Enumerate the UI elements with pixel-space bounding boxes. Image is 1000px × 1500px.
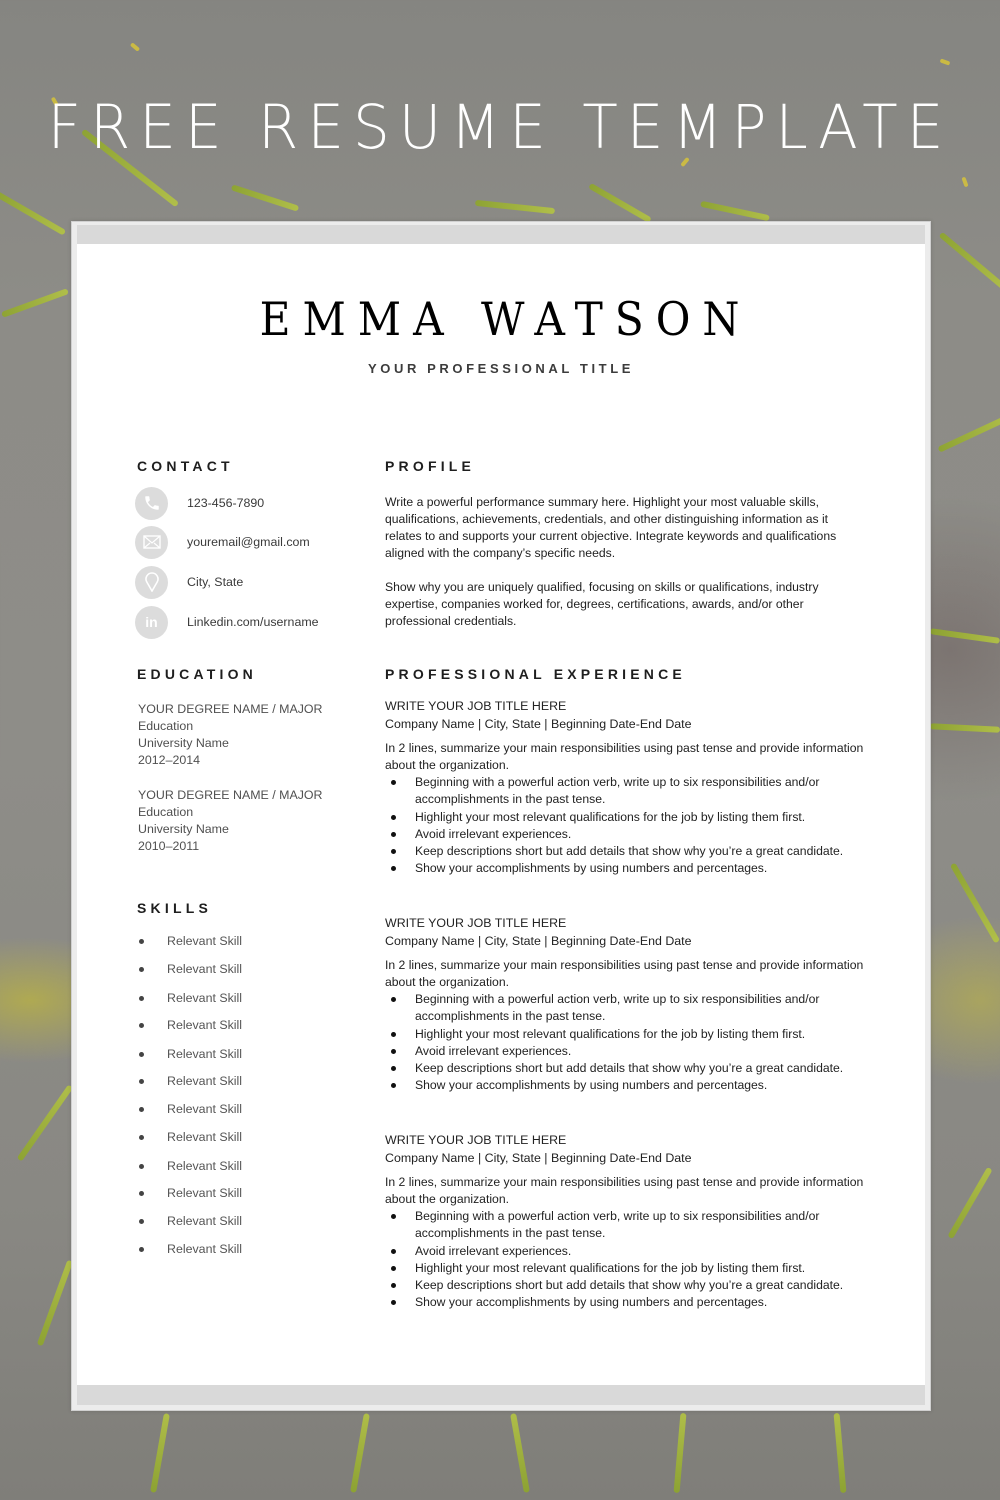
bullet-icon (139, 939, 144, 944)
education-entry (138, 701, 358, 769)
stem-decoration (588, 183, 652, 223)
stem-decoration (930, 628, 1000, 644)
bullet-icon (391, 1283, 396, 1288)
stem-decoration (475, 200, 555, 214)
resume-name: EMMA WATSON (259, 292, 752, 346)
bullet-icon (391, 1214, 396, 1219)
degree-name: YOUR DEGREE NAME / MAJOR (138, 788, 323, 802)
petal-decoration (961, 177, 968, 188)
bullet-icon (391, 832, 396, 837)
degree-field: Education (138, 719, 194, 733)
skill-item (137, 962, 242, 976)
degree-field: Education (138, 805, 194, 819)
degree-name: YOUR DEGREE NAME / MAJOR (138, 702, 323, 716)
job-meta: Company Name | City, State | Beginning Date-End Date (385, 1151, 692, 1165)
education-entry (138, 787, 358, 855)
contact-email-value: youremail@gmail.com (187, 534, 310, 549)
contact-linkedin-value: Linkedin.com/username (187, 614, 319, 629)
linkedin-icon: in (135, 606, 168, 639)
profile-section (385, 494, 865, 630)
job-meta: Company Name | City, State | Beginning Date-End Date (385, 717, 692, 731)
stem-decoration (510, 1413, 530, 1493)
paper-bottom-bar (77, 1385, 925, 1405)
job-title: WRITE YOUR JOB TITLE HERE (385, 1133, 567, 1147)
skill-label: Relevant Skill (167, 934, 243, 948)
skill-item (137, 1130, 242, 1144)
job-bullet: Highlight your most relevant qualifications for the job by listing them first. (385, 1026, 875, 1043)
job-bullet: Highlight your most relevant qualifications for the job by listing them first. (385, 1260, 875, 1277)
bullet-icon (391, 1300, 396, 1305)
contact-linkedin (135, 605, 365, 639)
job-bullet: Keep descriptions short but add details that show why you’re a great candidate. (385, 1060, 875, 1077)
bullet-icon (139, 967, 144, 972)
skill-item (137, 1214, 242, 1228)
skills-heading: SKILLS (137, 900, 212, 916)
skill-label: Relevant Skill (167, 1018, 243, 1032)
job-entry (385, 697, 875, 878)
email-icon (135, 526, 168, 559)
bullet-icon (139, 1219, 144, 1224)
job-bullet: Keep descriptions short but add details that show why you’re a great candidate. (385, 1277, 875, 1294)
bullet-icon (139, 1079, 144, 1084)
stem-decoration (350, 1413, 370, 1493)
skill-label: Relevant Skill (167, 1159, 243, 1173)
bullet-icon (139, 1023, 144, 1028)
skill-item (137, 1074, 242, 1088)
contact-email (135, 525, 365, 559)
bullet-icon (139, 1107, 144, 1112)
skill-item (137, 1047, 242, 1061)
job-bullet: Avoid irrelevant experiences. (385, 1043, 875, 1060)
job-bullet: Beginning with a powerful action verb, write up to six responsibilities and/or accomplishments in the past tense. (385, 774, 875, 809)
bullet-icon (139, 1247, 144, 1252)
skill-item (137, 934, 242, 948)
skill-item (137, 1159, 242, 1173)
stem-decoration (947, 1167, 992, 1239)
bullet-icon (391, 1249, 396, 1254)
job-bullet: Show your accomplishments by using numbers and percentages. (385, 1294, 875, 1311)
skill-label: Relevant Skill (167, 1074, 243, 1088)
bullet-icon (391, 780, 396, 785)
job-bullet: Highlight your most relevant qualifications for the job by listing them first. (385, 809, 875, 826)
job-summary: In 2 lines, summarize your main responsibilities using past tense and provide information about the organization. (385, 1175, 864, 1206)
skill-item (137, 991, 242, 1005)
stem-decoration (674, 1413, 687, 1493)
skill-item (137, 1018, 242, 1032)
job-bullets (385, 774, 875, 878)
education-years: 2010–2011 (138, 839, 200, 853)
stem-decoration (939, 232, 1000, 294)
school-name: University Name (138, 736, 229, 750)
bullet-icon (391, 997, 396, 1002)
contact-location-value: City, State (187, 574, 244, 589)
job-bullet: Avoid irrelevant experiences. (385, 826, 875, 843)
stem-decoration (0, 190, 66, 235)
bullet-icon (391, 849, 396, 854)
job-entry (385, 914, 875, 1095)
skill-label: Relevant Skill (167, 1130, 243, 1144)
skill-label: Relevant Skill (167, 1186, 243, 1200)
bullet-icon (139, 1191, 144, 1196)
bullet-icon (139, 1135, 144, 1140)
bullet-icon (139, 1164, 144, 1169)
petal-decoration (130, 42, 140, 51)
stem-decoration (834, 1413, 847, 1493)
phone-icon (135, 487, 168, 520)
skill-item (137, 1102, 242, 1116)
skill-label: Relevant Skill (167, 962, 243, 976)
bullet-icon (391, 1066, 396, 1071)
bullet-icon (391, 1266, 396, 1271)
job-meta: Company Name | City, State | Beginning Date-End Date (385, 934, 692, 948)
stem-decoration (231, 184, 299, 211)
education-heading: EDUCATION (137, 666, 257, 682)
skill-label: Relevant Skill (167, 991, 243, 1005)
job-bullets (385, 991, 875, 1095)
job-bullet: Beginning with a powerful action verb, write up to six responsibilities and/or accomplishments in the past tense. (385, 991, 875, 1026)
job-summary: In 2 lines, summarize your main responsibilities using past tense and provide information about the organization. (385, 958, 864, 989)
stem-decoration (150, 1413, 170, 1493)
bullet-icon (391, 1032, 396, 1037)
bullet-icon (139, 1052, 144, 1057)
bullet-icon (391, 1049, 396, 1054)
education-years: 2012–2014 (138, 753, 201, 767)
contact-location (135, 565, 365, 599)
profile-heading: PROFILE (385, 458, 476, 474)
contact-heading: CONTACT (137, 458, 234, 474)
skill-item (137, 1242, 242, 1256)
school-name: University Name (138, 822, 229, 836)
job-title: WRITE YOUR JOB TITLE HERE (385, 916, 567, 930)
profile-paragraph: Show why you are uniquely qualified, focusing on skills or qualifications, industry expertise, companies worked for, degrees, certifications, awards, and/or other professional credentials. (385, 580, 819, 628)
job-bullet: Keep descriptions short but add details that show why you’re a great candidate. (385, 843, 875, 860)
job-bullets (385, 1208, 875, 1312)
bullet-icon (139, 996, 144, 1001)
stem-decoration (950, 863, 1000, 944)
banner-title: FREE RESUME TEMPLATE (47, 91, 953, 163)
profile-paragraph: Write a powerful performance summary here. Highlight your most valuable skills, qualifications, achievements, credentials, and other distinguishing information as it relates to and supports your current objective. Integrate keywords and qualifications aligned with the company’s specific needs. (385, 495, 837, 560)
job-entry (385, 1131, 875, 1312)
contact-phone (135, 486, 365, 520)
skill-label: Relevant Skill (167, 1214, 243, 1228)
petal-decoration (940, 58, 951, 65)
stem-decoration (17, 1084, 74, 1161)
skill-label: Relevant Skill (167, 1047, 243, 1061)
job-bullet: Show your accomplishments by using numbers and percentages. (385, 860, 875, 877)
professional-title: YOUR PROFESSIONAL TITLE (367, 361, 635, 376)
stem-decoration (37, 1260, 73, 1347)
bullet-icon (391, 1083, 396, 1088)
stem-decoration (937, 413, 1000, 452)
job-summary: In 2 lines, summarize your main responsibilities using past tense and provide information about the organization. (385, 741, 864, 772)
experience-heading: PROFESSIONAL EXPERIENCE (385, 666, 686, 682)
paper-top-bar (77, 225, 925, 244)
job-bullet: Show your accomplishments by using numbers and percentages. (385, 1077, 875, 1094)
skill-label: Relevant Skill (167, 1242, 243, 1256)
bullet-icon (391, 866, 396, 871)
skill-item (137, 1186, 242, 1200)
skill-label: Relevant Skill (167, 1102, 243, 1116)
stem-decoration (930, 723, 1000, 733)
contact-phone-value: 123-456-7890 (187, 495, 265, 510)
job-bullet: Avoid irrelevant experiences. (385, 1243, 875, 1260)
stem-decoration (700, 201, 770, 221)
bullet-icon (391, 815, 396, 820)
job-title: WRITE YOUR JOB TITLE HERE (385, 699, 567, 713)
job-bullet: Beginning with a powerful action verb, write up to six responsibilities and/or accomplishments in the past tense. (385, 1208, 875, 1243)
location-pin-icon (135, 566, 168, 599)
